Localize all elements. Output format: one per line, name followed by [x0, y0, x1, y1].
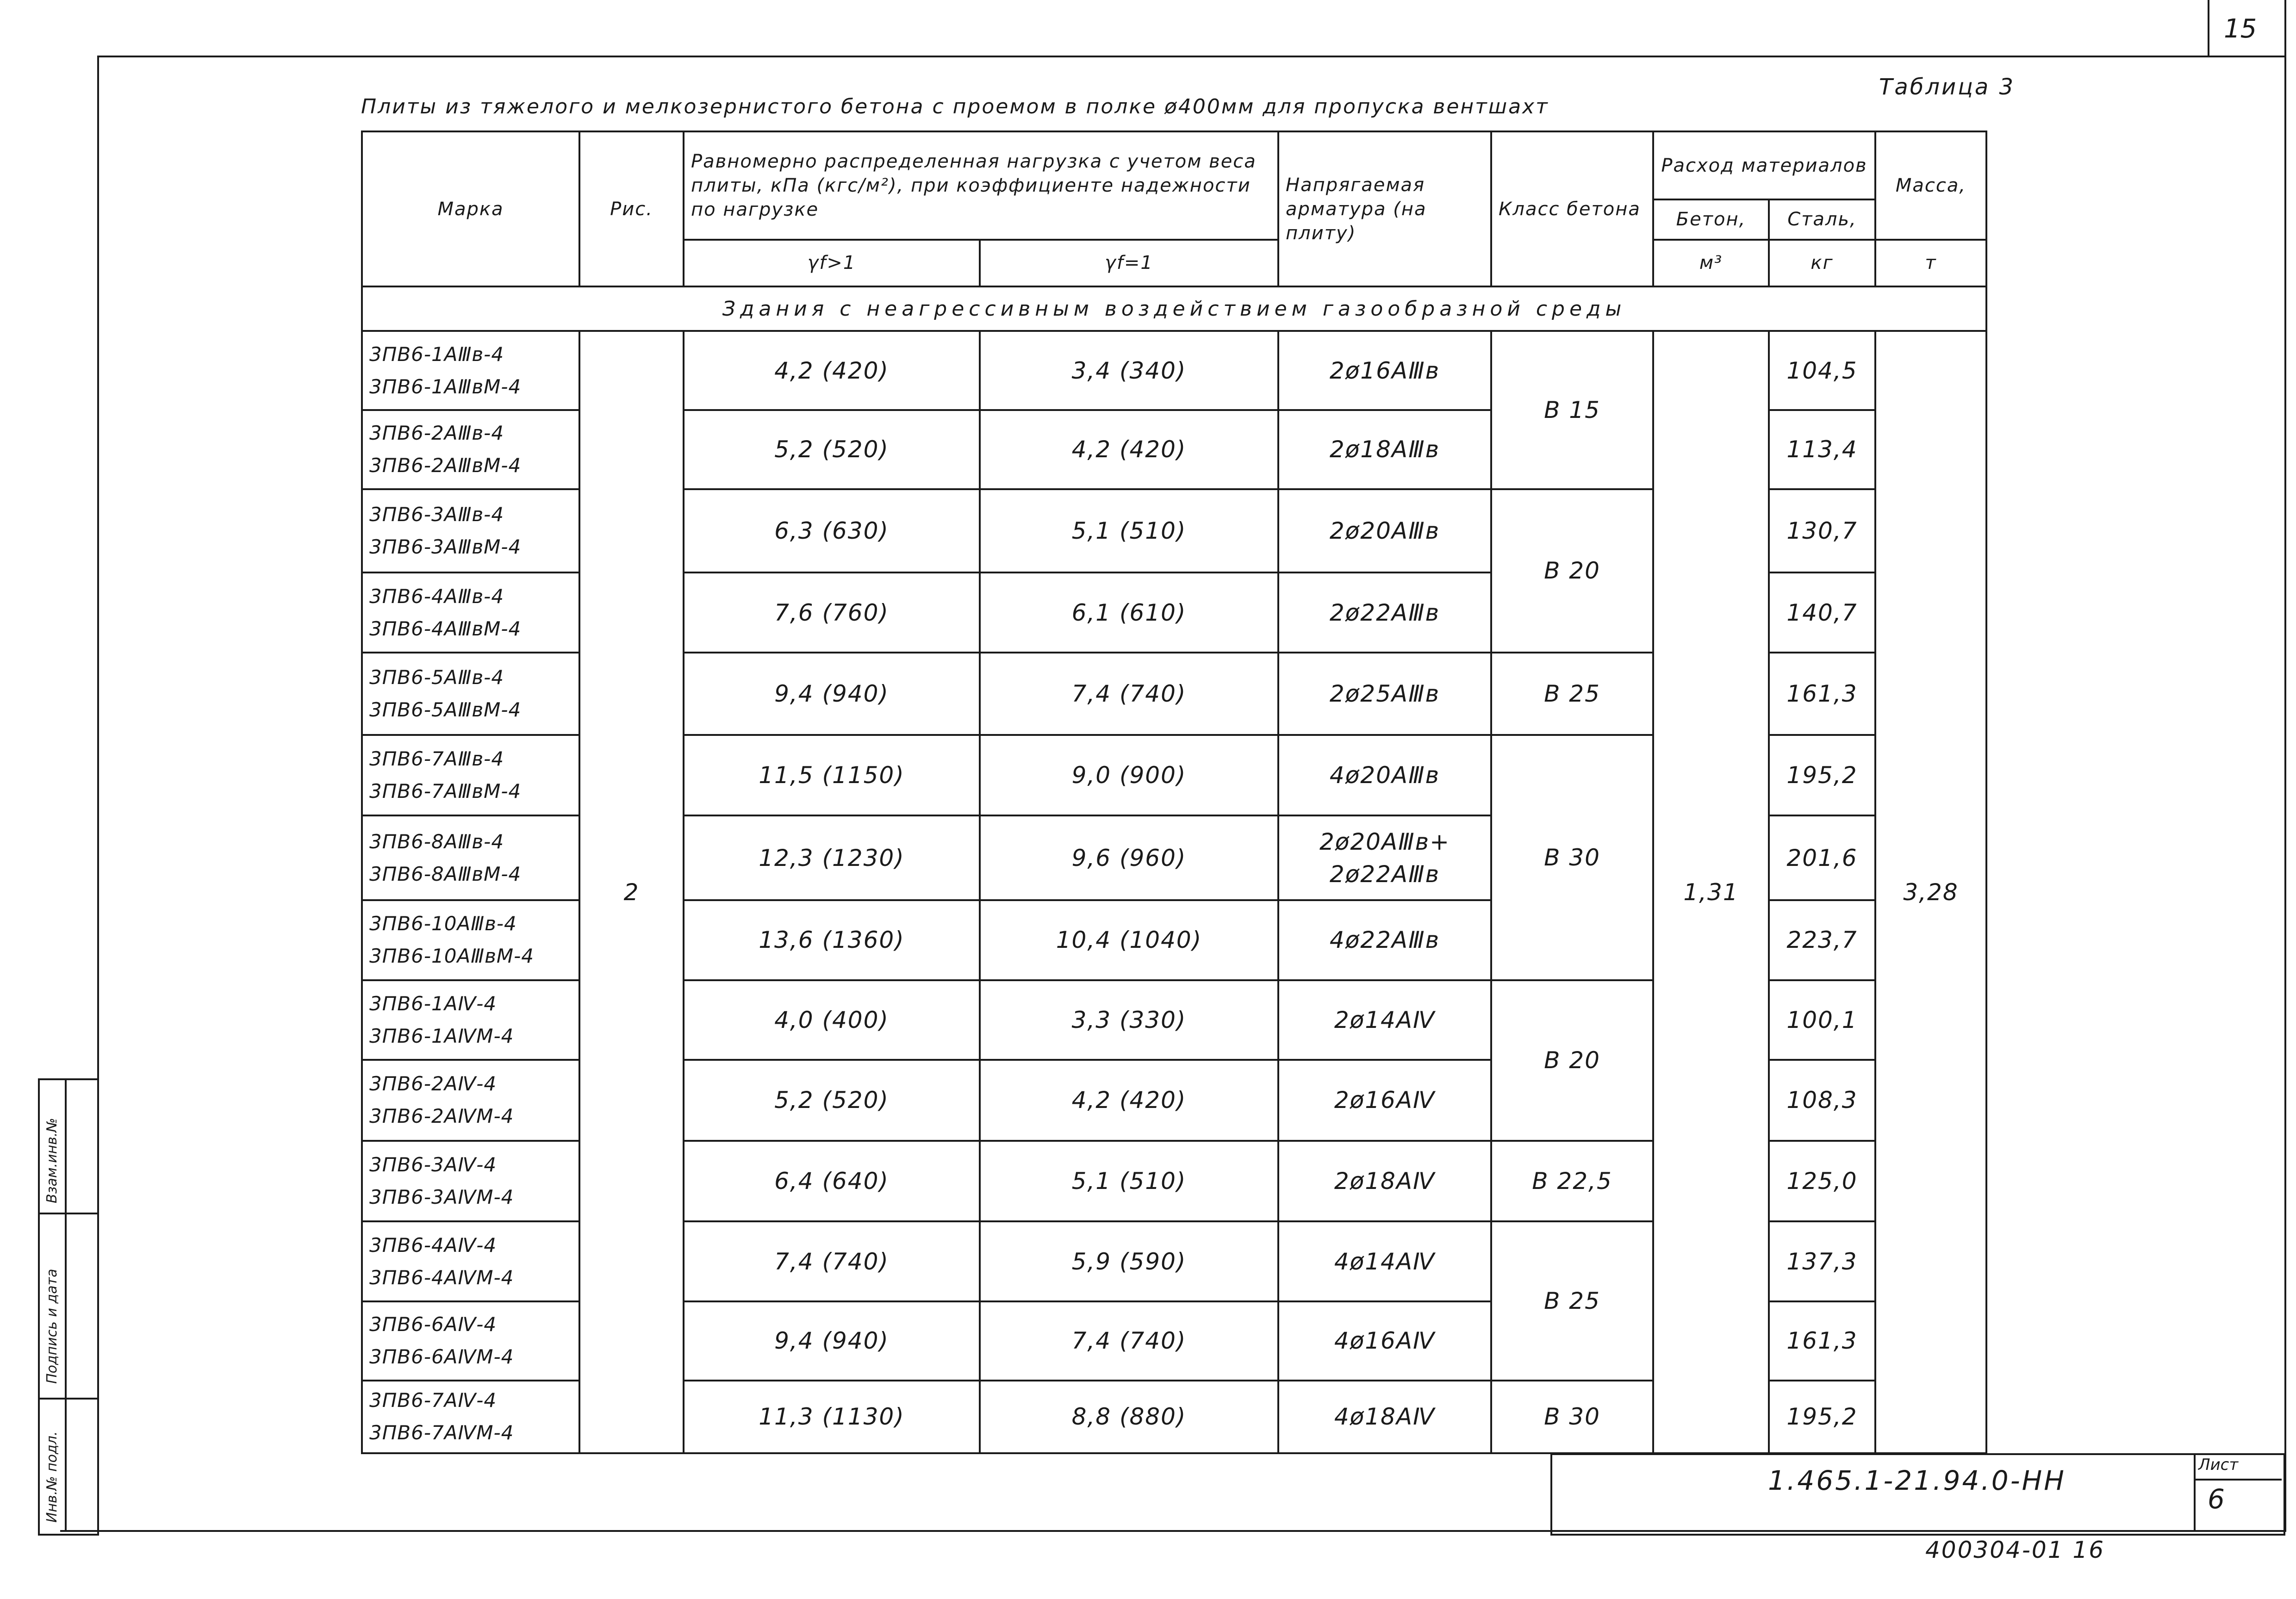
load-gf-gt1-cell: 4,0 (400)	[684, 980, 980, 1060]
load-gf-eq1-cell: 5,1 (510)	[980, 489, 1278, 573]
header-steel-unit: кг	[1769, 240, 1875, 287]
table-row-mark: 3ПВ6-3АⅣ-4 3ПВ6-3АⅣМ-4	[362, 1141, 579, 1222]
header-concrete-unit: м³	[1653, 240, 1769, 287]
frame-right-line	[2284, 0, 2286, 1532]
mass-cell: 3,28	[1875, 331, 1986, 1453]
concrete-class-cell: В 20	[1491, 980, 1653, 1141]
load-gf-eq1-cell: 3,3 (330)	[980, 980, 1278, 1060]
title-block-sheet-divider	[2194, 1479, 2282, 1481]
load-gf-eq1-cell: 7,4 (740)	[980, 1301, 1278, 1381]
rebar-cell: 2ø18АⅣ	[1278, 1141, 1491, 1222]
side-stamp-divider	[65, 1078, 67, 1532]
concrete-class-cell: В 22,5	[1491, 1141, 1653, 1222]
rebar-cell: 2ø14АⅣ	[1278, 980, 1491, 1060]
table-row-mark: 3ПВ6-7АⅣ-4 3ПВ6-7АⅣМ-4	[362, 1381, 579, 1453]
rebar-cell: 4ø16АⅣ	[1278, 1301, 1491, 1381]
header-mass-unit: т	[1875, 240, 1986, 287]
header-materials: Расход материалов	[1653, 131, 1875, 199]
rebar-cell: 2ø25АⅢв	[1278, 653, 1491, 735]
steel-cell: 137,3	[1769, 1221, 1875, 1301]
rebar-cell: 2ø16АⅢв	[1278, 331, 1491, 410]
load-gf-gt1-cell: 6,4 (640)	[684, 1141, 980, 1222]
figure-number-cell: 2	[579, 331, 684, 1453]
rebar-cell: 2ø22АⅢв	[1278, 572, 1491, 653]
table-row-mark: 3ПВ6-2АⅢв-4 3ПВ6-2АⅢвМ-4	[362, 410, 579, 489]
load-gf-gt1-cell: 9,4 (940)	[684, 1301, 980, 1381]
steel-cell: 161,3	[1769, 653, 1875, 735]
side-stamp-inv-replace: Взам.инв.№	[44, 1118, 60, 1203]
section-band: Здания с неагрессивным воздействием газообразной среды	[362, 286, 1986, 331]
concrete-volume-cell: 1,31	[1653, 331, 1769, 1453]
load-gf-eq1-cell: 5,1 (510)	[980, 1141, 1278, 1222]
header-load-gf-gt1: γf>1	[684, 240, 980, 287]
title-block-divider	[2194, 1453, 2196, 1532]
table-row-mark: 3ПВ6-8АⅢв-4 3ПВ6-8АⅢвМ-4	[362, 815, 579, 900]
steel-cell: 104,5	[1769, 331, 1875, 410]
load-gf-eq1-cell: 5,9 (590)	[980, 1221, 1278, 1301]
load-gf-gt1-cell: 5,2 (520)	[684, 410, 980, 489]
steel-cell: 195,2	[1769, 1381, 1875, 1453]
rebar-cell: 4ø18АⅣ	[1278, 1381, 1491, 1453]
rebar-cell: 2ø16АⅣ	[1278, 1060, 1491, 1141]
document-code: 1.465.1-21.94.0-НН	[1768, 1465, 2066, 1496]
load-gf-gt1-cell: 12,3 (1230)	[684, 815, 980, 900]
inventory-number: 400304-01 16	[1925, 1537, 2105, 1563]
steel-cell: 100,1	[1769, 980, 1875, 1060]
sheet-corner-number: 15	[2224, 14, 2257, 44]
load-gf-gt1-cell: 7,6 (760)	[684, 572, 980, 653]
load-gf-eq1-cell: 9,6 (960)	[980, 815, 1278, 900]
load-gf-eq1-cell: 4,2 (420)	[980, 410, 1278, 489]
header-load: Равномерно распределенная нагрузка с учетом веса плиты, кПа (кгс/м²), при коэффициенте надежности по нагрузке	[684, 131, 1278, 240]
header-concrete: Бетон,	[1653, 199, 1769, 239]
rebar-cell: 2ø18АⅢв	[1278, 410, 1491, 489]
steel-cell: 201,6	[1769, 815, 1875, 900]
rebar-cell: 4ø20АⅢв	[1278, 735, 1491, 816]
concrete-class-cell: В 30	[1491, 735, 1653, 980]
concrete-class-cell: В 25	[1491, 1221, 1653, 1380]
table-row-mark: 3ПВ6-1АⅣ-4 3ПВ6-1АⅣМ-4	[362, 980, 579, 1060]
table-row-mark: 3ПВ6-2АⅣ-4 3ПВ6-2АⅣМ-4	[362, 1060, 579, 1141]
load-gf-eq1-cell: 9,0 (900)	[980, 735, 1278, 816]
load-gf-gt1-cell: 11,3 (1130)	[684, 1381, 980, 1453]
table-caption: Таблица 3	[1879, 74, 2016, 100]
load-gf-gt1-cell: 13,6 (1360)	[684, 900, 980, 980]
sheet-label: Лист	[2198, 1456, 2239, 1474]
load-gf-gt1-cell: 7,4 (740)	[684, 1221, 980, 1301]
header-concrete-class: Класс бетона	[1491, 131, 1653, 286]
load-gf-gt1-cell: 4,2 (420)	[684, 331, 980, 410]
table-row-mark: 3ПВ6-4АⅢв-4 3ПВ6-4АⅢвМ-4	[362, 572, 579, 653]
concrete-class-cell: В 30	[1491, 1381, 1653, 1453]
slab-table	[361, 131, 1987, 1454]
load-gf-eq1-cell: 4,2 (420)	[980, 1060, 1278, 1141]
concrete-class-cell: В 25	[1491, 653, 1653, 735]
table-row-mark: 3ПВ6-10АⅢв-4 3ПВ6-10АⅢвМ-4	[362, 900, 579, 980]
table-row-mark: 3ПВ6-4АⅣ-4 3ПВ6-4АⅣМ-4	[362, 1221, 579, 1301]
sheet-number: 6	[2208, 1483, 2225, 1515]
load-gf-eq1-cell: 10,4 (1040)	[980, 900, 1278, 980]
table-row-mark: 3ПВ6-3АⅢв-4 3ПВ6-3АⅢвМ-4	[362, 489, 579, 573]
table-row-mark: 3ПВ6-7АⅢв-4 3ПВ6-7АⅢвМ-4	[362, 735, 579, 816]
load-gf-eq1-cell: 8,8 (880)	[980, 1381, 1278, 1453]
steel-cell: 113,4	[1769, 410, 1875, 489]
table-title: Плиты из тяжелого и мелкозернистого бетона с проемом в полке ø400мм для пропуска вентшахт	[361, 95, 1549, 118]
header-load-gf-eq1: γf=1	[980, 240, 1278, 287]
header-steel: Сталь,	[1769, 199, 1875, 239]
rebar-cell: 4ø22АⅢв	[1278, 900, 1491, 980]
header-mark: Марка	[362, 131, 579, 286]
table-row-mark: 3ПВ6-6АⅣ-4 3ПВ6-6АⅣМ-4	[362, 1301, 579, 1381]
side-stamp-signature-date: Подпись и дата	[44, 1269, 60, 1384]
steel-cell: 161,3	[1769, 1301, 1875, 1381]
rebar-cell: 2ø20АⅢв	[1278, 489, 1491, 573]
load-gf-eq1-cell: 6,1 (610)	[980, 572, 1278, 653]
frame-top-line	[97, 56, 2286, 57]
rebar-cell: 2ø20АⅢв+ 2ø22АⅢв	[1278, 815, 1491, 900]
side-stamp-row-line	[38, 1398, 97, 1400]
steel-cell: 108,3	[1769, 1060, 1875, 1141]
table-row-mark: 3ПВ6-5АⅢв-4 3ПВ6-5АⅢвМ-4	[362, 653, 579, 735]
concrete-class-cell: В 15	[1491, 331, 1653, 489]
table-row-mark: 3ПВ6-1АⅢв-4 3ПВ6-1АⅢвМ-4	[362, 331, 579, 410]
steel-cell: 130,7	[1769, 489, 1875, 573]
load-gf-gt1-cell: 11,5 (1150)	[684, 735, 980, 816]
load-gf-gt1-cell: 9,4 (940)	[684, 653, 980, 735]
load-gf-eq1-cell: 7,4 (740)	[980, 653, 1278, 735]
load-gf-gt1-cell: 5,2 (520)	[684, 1060, 980, 1141]
steel-cell: 125,0	[1769, 1141, 1875, 1222]
steel-cell: 140,7	[1769, 572, 1875, 653]
load-gf-eq1-cell: 3,4 (340)	[980, 331, 1278, 410]
steel-cell: 195,2	[1769, 735, 1875, 816]
concrete-class-cell: В 20	[1491, 489, 1653, 653]
header-mass: Масса,	[1875, 131, 1986, 240]
header-rebar: Напрягаемая арматура (на плиту)	[1278, 131, 1491, 286]
steel-cell: 223,7	[1769, 900, 1875, 980]
rebar-cell: 4ø14АⅣ	[1278, 1221, 1491, 1301]
side-stamp-inv-original: Инв.№ подл.	[44, 1431, 60, 1523]
side-stamp-row-line	[38, 1213, 97, 1214]
sheet-corner-box-left	[2208, 0, 2209, 57]
load-gf-gt1-cell: 6,3 (630)	[684, 489, 980, 573]
header-figure: Рис.	[579, 131, 684, 286]
